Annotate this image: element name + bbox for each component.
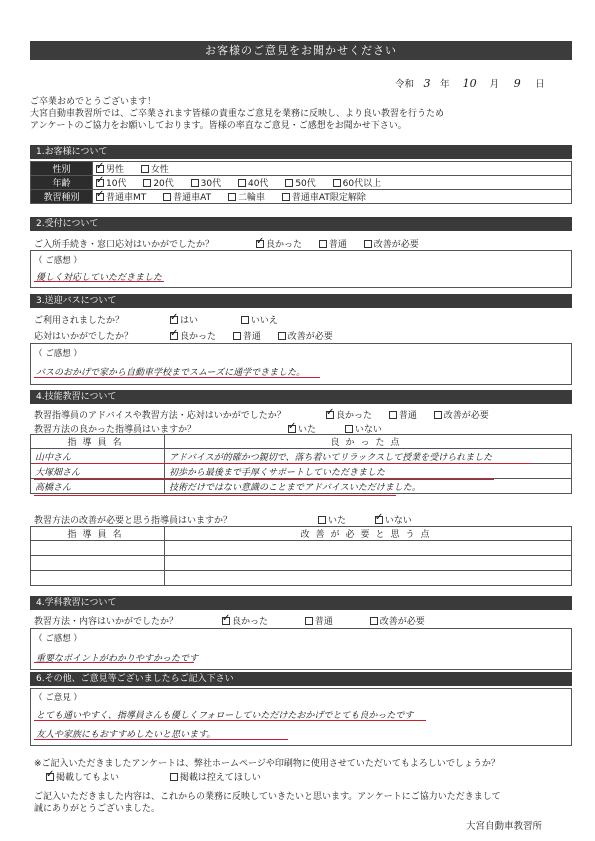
checkbox-skill-good[interactable] [326, 411, 334, 419]
checkbox-reception-improve[interactable] [364, 240, 372, 248]
checkbox-bus-no[interactable] [241, 316, 249, 324]
option-label: いた [298, 425, 317, 435]
checkbox-bad-instructor-yes[interactable] [318, 516, 326, 524]
table-row [31, 464, 572, 479]
option-label: 掲載は控えてほしい [179, 773, 261, 783]
options-cell [93, 176, 572, 190]
checkbox-male[interactable] [96, 165, 104, 173]
bus-comment-text: バスのおかげで家から自動車学校までスムーズに通学できました。 [36, 368, 306, 378]
improve-instructor-table [30, 526, 572, 586]
reception-comment-text: 優しく対応していただきました [36, 273, 163, 283]
option-label: 普通 [398, 411, 417, 421]
row-label: 性別 [31, 162, 93, 176]
instructor-comment: 初歩から最後まで手厚くサポートしていただきました [165, 464, 572, 479]
date-day-unit: 日 [535, 79, 545, 90]
checkbox-bus-normal[interactable] [233, 332, 241, 340]
checkbox-at[interactable] [163, 193, 171, 201]
instructor-comment: 技術だけではない意識のことまでアドバイスいただけました。 [165, 479, 572, 494]
checkbox-good-instructor-no[interactable] [345, 425, 353, 433]
option-label: いいえ [250, 316, 278, 326]
option-label: 普通 [242, 332, 261, 342]
checkbox-reception-normal[interactable] [319, 240, 327, 248]
option-label: 良かった [180, 332, 217, 342]
red-underline [34, 281, 164, 282]
lecture-comment-label: （ ご感想 ） [34, 634, 82, 644]
option-label: 良かった [232, 617, 269, 627]
checkbox-good-instructor-yes[interactable] [288, 425, 296, 433]
bus-options-1 [170, 313, 292, 326]
table-row [31, 541, 572, 556]
table-header-row [31, 435, 572, 449]
option-label: いない [384, 516, 412, 526]
checkbox-publish-no[interactable] [170, 773, 178, 781]
lecture-options [222, 614, 439, 627]
customer-row-age [31, 176, 572, 190]
checkbox-skill-normal[interactable] [389, 411, 397, 419]
other-comment-label: （ ご意見 ） [34, 693, 82, 703]
column-header: 指導員名 [31, 435, 165, 449]
table-header-row [31, 527, 572, 541]
option-label: 10代 [106, 179, 127, 189]
closing-line: ご記入いただきました内容は、これからの業務に反映していきたいと思います。アンケートにご協力いただきまして [34, 792, 501, 802]
option-label: 改善が必要 [287, 332, 333, 342]
reception-comment-label: （ ご感想 ） [34, 256, 82, 266]
red-underline [34, 739, 288, 740]
bus-question-2: 応対はいかがでしたか？ [34, 332, 134, 342]
option-label: 改善が必要 [443, 411, 489, 421]
checkbox-lecture-good[interactable] [222, 617, 230, 625]
instructor-name: 高橋さん [31, 479, 165, 494]
section-lecture-header: 4.学科教習について [30, 596, 572, 610]
comment-label-text: ご意見 [45, 693, 71, 703]
red-underline [34, 720, 426, 721]
option-label: 普通車AT [173, 193, 212, 203]
option-label: 良かった [266, 240, 303, 250]
date-month-unit: 月 [489, 79, 500, 90]
checkbox-age-10s[interactable] [96, 179, 104, 187]
comment-label-text: ご感想 [45, 349, 71, 359]
option-label: 普通車AT限定解除 [291, 193, 366, 203]
lecture-comment-text: 重要なポイントがわかりやすかったです [36, 654, 199, 664]
school-name: 大宮自動車教習所 [466, 821, 543, 832]
checkbox-bad-instructor-no[interactable] [375, 516, 383, 524]
lecture-question: 教習方法・内容はいかがでしたか？ [34, 617, 179, 627]
date-year-unit: 年 [440, 79, 450, 90]
option-label: 二輪車 [237, 193, 265, 203]
skill-question-3: 教習方法の改善が必要と思う指導員はいますか？ [34, 516, 233, 526]
skill-question-1: 教習指導員のアドバイスや教習方法・応対はいかがでしたか？ [34, 411, 286, 421]
row-label: 教習種別 [31, 190, 93, 204]
bus-question-1: ご利用されましたか？ [34, 316, 125, 326]
other-comment-line: 友人や家族にもおすすめしたいと思います。 [36, 730, 216, 740]
instructor-name: 山中さん [31, 449, 165, 464]
option-label: 女性 [150, 165, 169, 175]
closing-text [34, 791, 572, 815]
checkbox-bus-yes[interactable] [170, 316, 178, 324]
checkbox-age-40s[interactable] [238, 179, 246, 187]
option-label: 掲載してもよい [56, 773, 120, 783]
option-label: 20代 [153, 179, 174, 189]
page-title: お客様のご意見をお聞かせください [30, 41, 572, 60]
option-label: 30代 [200, 179, 222, 189]
option-label: 改善が必要 [373, 240, 419, 250]
skill-question-2: 教習方法の良かった指導員はいますか？ [34, 425, 197, 435]
checkbox-at-limit[interactable] [282, 193, 290, 201]
bus-comment-label: （ ご感想 ） [34, 349, 82, 359]
option-label: いた [328, 516, 347, 526]
date-month: 10 [462, 77, 477, 90]
checkbox-skill-improve[interactable] [434, 411, 442, 419]
section-bus-header: 3.送迎バスについて [30, 294, 572, 308]
option-label: 良かった [336, 411, 373, 421]
section-skill-header: 4.技能教習について [30, 390, 572, 404]
customer-row-gender [31, 162, 572, 176]
options-cell [93, 190, 572, 204]
date [395, 76, 545, 90]
table-row [31, 479, 572, 494]
checkbox-lecture-improve[interactable] [370, 617, 378, 625]
checkbox-age-20s[interactable] [143, 179, 151, 187]
instructor-name: 大塚畑さん [31, 464, 165, 479]
customer-row-course [31, 190, 572, 204]
option-label: はい [180, 316, 199, 326]
checkbox-age-60s[interactable] [333, 179, 341, 187]
comment-label-text: ご感想 [45, 256, 71, 266]
table-row [31, 571, 572, 586]
option-label: 普通 [314, 617, 333, 627]
skill-options-1 [326, 408, 503, 421]
closing-line: 誠にありがとうございました。 [34, 804, 161, 814]
table-row [31, 556, 572, 571]
checkbox-publish-ok[interactable] [46, 773, 54, 781]
checkbox-motorcycle[interactable] [228, 193, 236, 201]
checkbox-mt[interactable] [96, 193, 104, 201]
checkbox-bus-improve[interactable] [278, 332, 286, 340]
checkbox-bus-good[interactable] [170, 332, 178, 340]
red-underline [34, 479, 494, 480]
column-header: 良かった点 [165, 435, 572, 449]
intro-line: ご卒業おめでとうございます！ [30, 97, 157, 107]
checkbox-lecture-normal[interactable] [305, 617, 313, 625]
table-row [31, 449, 572, 464]
option-label: 50代 [295, 179, 316, 189]
option-label: 男性 [106, 165, 125, 175]
instructor-comment: アドバイスが的確かつ親切で、落ち着いてリラックスして授業を受けられました [165, 449, 572, 464]
section-reception-header: 2.受付について [30, 217, 572, 231]
reception-options [256, 237, 433, 250]
reception-question: ご入所手続き・窓口応対はいかがでしたか？ [34, 240, 215, 250]
checkbox-female[interactable] [141, 165, 149, 173]
bus-comment-box [30, 343, 572, 385]
column-header: 改善が必要と思う点 [165, 527, 572, 541]
red-underline [34, 377, 320, 378]
date-day: 9 [513, 77, 521, 90]
comment-label-text: ご感想 [45, 634, 71, 644]
other-comment-line: とても通いやすく、指導員さんも優しくフォローしていただけたおかげでとても良かったです [36, 711, 414, 721]
section-customer-header: 1.お客様について [30, 145, 572, 159]
consent-question: ※ご記入いただきましたアンケートは、弊社ホームページや印刷物に使用させていただいてもよろしいでしょうか？ [34, 759, 500, 769]
row-label: 年齢 [31, 176, 93, 190]
skill-options-3 [318, 513, 426, 526]
checkbox-age-30s[interactable] [191, 179, 199, 187]
checkbox-age-50s[interactable] [285, 179, 293, 187]
column-header: 指導員名 [31, 527, 165, 541]
intro-line: 大宮自動車教習所では、ご卒業されます皆様の貴重なご意見を業務に反映し、より良い教習を行うため [30, 109, 445, 119]
bus-options-2 [170, 329, 347, 342]
red-underline [34, 495, 396, 496]
section-other-header: 6.その他、ご意見等ございましたらご記入下さい [30, 672, 572, 686]
good-instructor-table [30, 434, 572, 494]
checkbox-reception-good[interactable] [256, 240, 264, 248]
intro-line: アンケートのご協力をお願いしております。皆様の率直なご意見・ご感想をお聞かせ下さい。 [30, 121, 407, 131]
intro-text [30, 96, 570, 132]
option-label: 改善が必要 [379, 617, 425, 627]
date-era: 令和 [395, 79, 415, 90]
option-label: 普通車MT [106, 193, 147, 203]
option-label: 普通 [328, 240, 347, 250]
customer-table [30, 161, 572, 204]
option-label: 60代以上 [342, 179, 382, 189]
options-cell [93, 162, 572, 176]
red-underline [34, 463, 532, 464]
red-underline [34, 662, 194, 663]
date-year: 3 [423, 77, 431, 90]
option-label: いない [354, 425, 382, 435]
consent-options [46, 770, 275, 783]
option-label: 40代 [247, 179, 269, 189]
